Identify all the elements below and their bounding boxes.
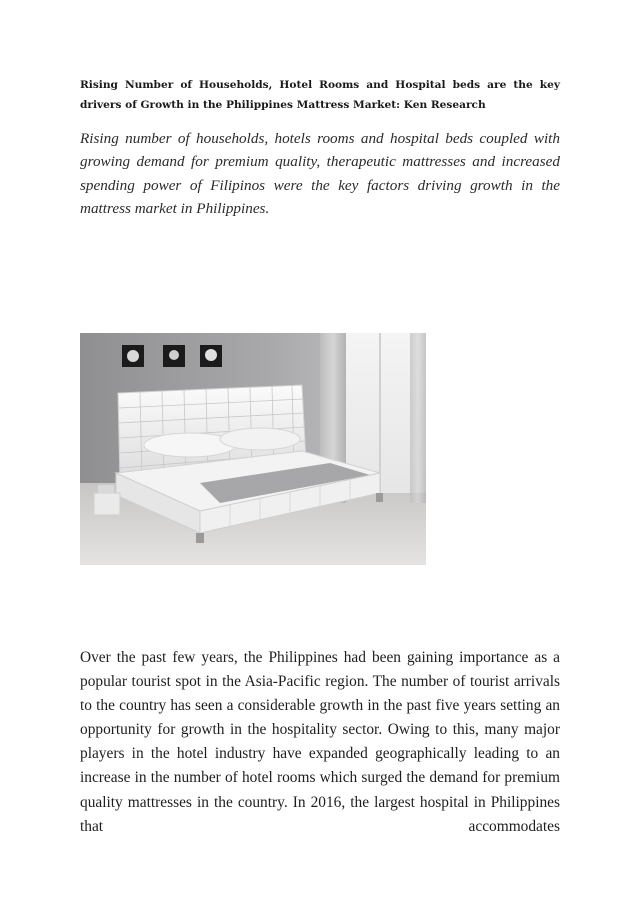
article-lead: Rising number of households, hotels rooms and hospital beds coupled with growing demand for premium quality, therapeutic mattresses and increased spending power of Filipinos were the key factors driving growth in the mattress market in Philippines. <box>80 130 560 217</box>
wall-frame-middle <box>163 345 185 367</box>
article-body: Over the past few years, the Philippines had been gaining importance as a popular tourist spot in the Asia-Pacific region. The number of tourist arrivals to the country has seen a considerable growth in the past five years setting an opportunity for growth in the hospitality sector. Owing to this, many major players in the hotel industry have expanded geographically leading to an increase in the number of hotel rooms which surged the demand for premium quality mattresses in the country. In 2016, the largest hospital in Philippines that accommodates <box>80 649 560 835</box>
wall-frame-left <box>122 345 144 367</box>
bed-photo <box>80 333 426 565</box>
wall-frame-right <box>200 345 222 367</box>
article-title: Rising Number of Households, Hotel Rooms and Hospital beds are the key drivers of Growth in the Philippines Mattress Market: Ken Research <box>80 79 560 111</box>
bed-illustration <box>80 333 426 565</box>
